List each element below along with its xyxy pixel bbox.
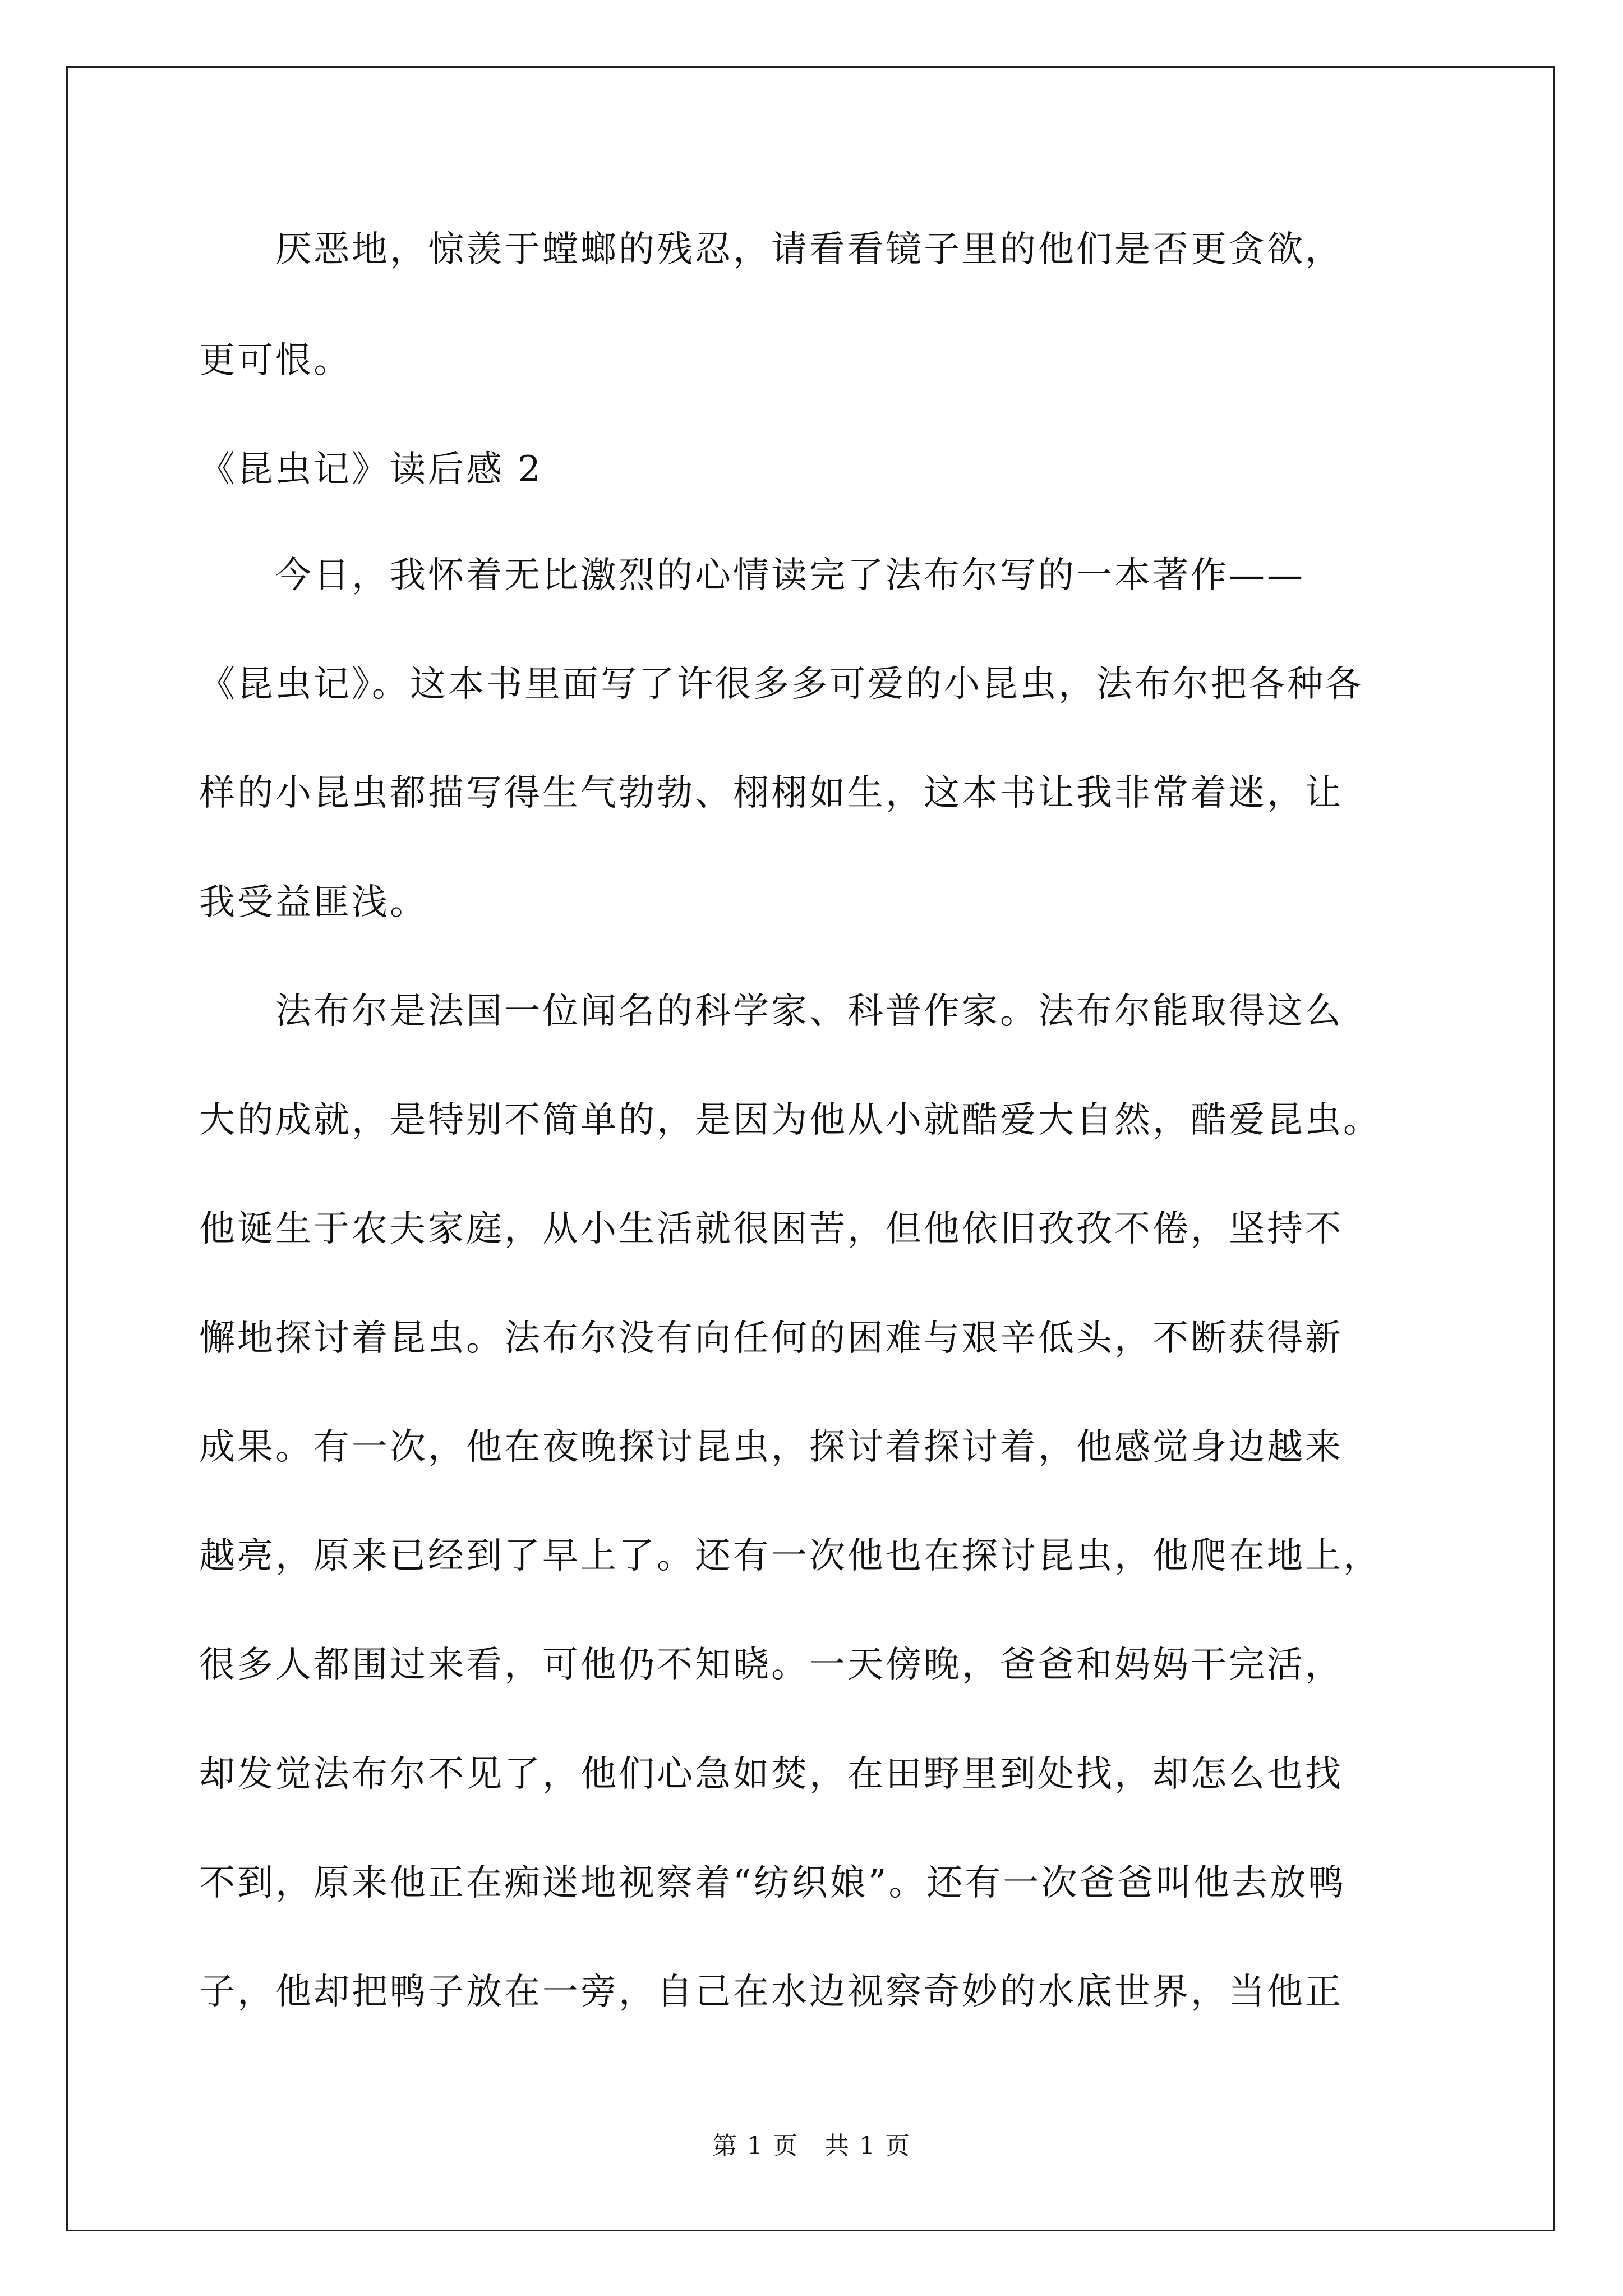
text-line: 子，他却把鸭子放在一旁，自己在水边视察奇妙的水底世界，当他正 [199, 1971, 1343, 2013]
text-line: 样的小昆虫都描写得生气勃勃、栩栩如生，这本书让我非常着迷，让 [199, 772, 1343, 814]
text-line: 懈地探讨着昆虫。法布尔没有向任何的困难与艰辛低头，不断获得新 [199, 1318, 1343, 1359]
section-heading: 《昆虫记》读后感 2 [199, 449, 543, 490]
text-line: 我受益匪浅。 [199, 882, 428, 923]
text-line: 更可恨。 [199, 340, 352, 381]
text-line: 今日，我怀着无比激烈的心情读完了法布尔写的一本著作—— [199, 555, 1305, 596]
text-line: 法布尔是法国一位闻名的科学家、科普作家。法布尔能取得这么 [199, 991, 1343, 1032]
page-number-footer: 第 1 页 共 1 页 [712, 2132, 911, 2160]
text-line: 成果。有一次，他在夜晚探讨昆虫，探讨着探讨着，他感觉身边越来 [199, 1427, 1343, 1468]
text-line: 很多人都围过来看，可他仍不知晓。一天傍晚，爸爸和妈妈干完活， [199, 1644, 1343, 1686]
text-line: 越亮，原来已经到了早上了。还有一次他也在探讨昆虫，他爬在地上， [199, 1535, 1381, 1577]
text-line: 却发觉法布尔不见了，他们心急如焚，在田野里到处找，却怎么也找 [199, 1754, 1343, 1795]
page-border [66, 66, 1555, 2231]
text-line: 厌恶地，惊羡于螳螂的残忍，请看看镜子里的他们是否更贪欲， [199, 229, 1343, 270]
text-line: 《昆虫记》。这本书里面写了许很多多可爱的小昆虫，法布尔把各种各 [199, 664, 1363, 705]
text-line: 大的成就，是特别不简单的，是因为他从小就酷爱大自然，酷爱昆虫。 [199, 1099, 1381, 1141]
text-line: 他诞生于农夫家庭，从小生活就很困苦，但他依旧孜孜不倦，坚持不 [199, 1208, 1343, 1250]
text-line: 不到，原来他正在痴迷地视察着“纺织娘”。还有一次爸爸叫他去放鸭 [199, 1862, 1347, 1904]
